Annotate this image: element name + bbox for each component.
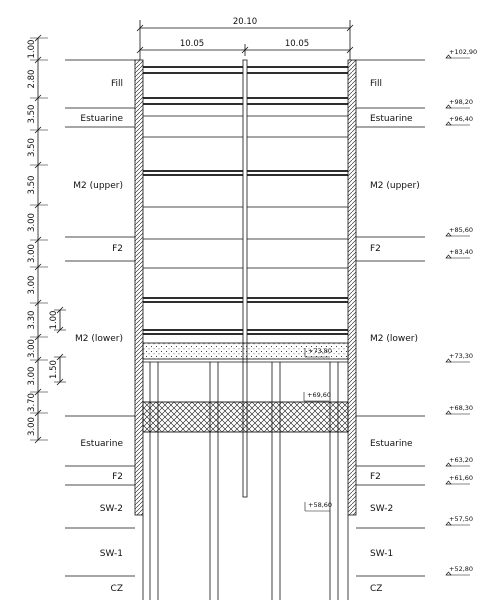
layer-label-right-4: M2 (lower) (370, 334, 418, 344)
dim-left-half: 10.05 (179, 39, 205, 49)
layer-label-left-3: F2 (112, 244, 123, 254)
dim-vertical-5: 3.00 (27, 213, 37, 232)
layer-label-right-2: M2 (upper) (370, 181, 420, 191)
right-wall (348, 60, 356, 515)
left-dimension-chain (27, 35, 48, 443)
level-marker-4: +83,40 (449, 248, 474, 256)
inner-level-marker-0: +73,80 (308, 347, 333, 355)
inner-dimension-chain (49, 307, 66, 385)
inner-level-marker-2: +58,60 (308, 501, 333, 509)
dim-vertical-10: 3.00 (27, 366, 37, 386)
dim-vertical-8: 3.30 (27, 310, 37, 330)
inner-dim-1: 1.50 (49, 360, 59, 379)
level-marker-9: +57,50 (449, 515, 474, 523)
layer-label-left-5: Estuarine (80, 439, 123, 449)
layer-label-right-8: SW-1 (370, 549, 394, 559)
layer-label-right-9: CZ (370, 584, 383, 594)
level-markers-right (446, 48, 477, 575)
dim-vertical-2: 3.50 (27, 104, 37, 124)
level-marker-10: +52,80 (449, 565, 474, 573)
dim-right-half: 10.05 (284, 39, 310, 49)
dim-vertical-12: 3.00 (27, 417, 37, 436)
layer-labels-right (370, 79, 420, 594)
inner-dim-0: 1.00 (49, 310, 59, 330)
left-wall (135, 60, 143, 515)
level-marker-1: +98,20 (449, 98, 474, 106)
layer-label-right-6: F2 (370, 472, 381, 482)
layer-label-right-3: F2 (370, 244, 381, 254)
layer-label-right-0: Fill (370, 79, 383, 89)
dim-vertical-6: 3.00 (27, 244, 37, 263)
dim-vertical-0: 1.00 (27, 39, 37, 59)
level-marker-2: +96,40 (449, 115, 474, 123)
layer-label-left-6: F2 (112, 472, 123, 482)
layer-label-left-8: SW-1 (99, 549, 123, 559)
layer-label-left-4: M2 (lower) (75, 334, 123, 344)
dim-vertical-1: 2.80 (27, 69, 37, 89)
layer-labels-left (73, 79, 123, 594)
level-marker-7: +63,20 (449, 456, 474, 464)
dim-vertical-4: 3.50 (27, 175, 37, 195)
layer-label-left-2: M2 (upper) (73, 181, 123, 191)
level-marker-0: +102,90 (449, 48, 478, 56)
top-dimension (137, 17, 353, 60)
inner-level-marker-1: +69,60 (307, 391, 332, 399)
level-marker-5: +73,30 (449, 352, 474, 360)
dim-total-width: 20.10 (232, 17, 258, 27)
level-marker-8: +61,60 (449, 474, 474, 482)
layer-label-left-0: Fill (110, 79, 123, 89)
layer-label-left-9: CZ (110, 584, 123, 594)
dim-vertical-11: 3.70 (27, 393, 37, 412)
layer-label-right-7: SW-2 (370, 504, 394, 514)
layer-label-left-1: Estuarine (80, 114, 123, 124)
improved-ground-block (143, 402, 348, 432)
dim-vertical-9: 3.00 (27, 339, 37, 358)
dim-vertical-3: 3.50 (27, 138, 37, 157)
level-marker-6: +68,30 (449, 404, 474, 412)
layer-label-left-7: SW-2 (99, 504, 123, 514)
dim-vertical-7: 3.00 (27, 275, 37, 295)
level-marker-3: +85,60 (449, 226, 474, 234)
layer-label-right-5: Estuarine (370, 439, 413, 449)
layer-label-right-1: Estuarine (370, 114, 413, 124)
